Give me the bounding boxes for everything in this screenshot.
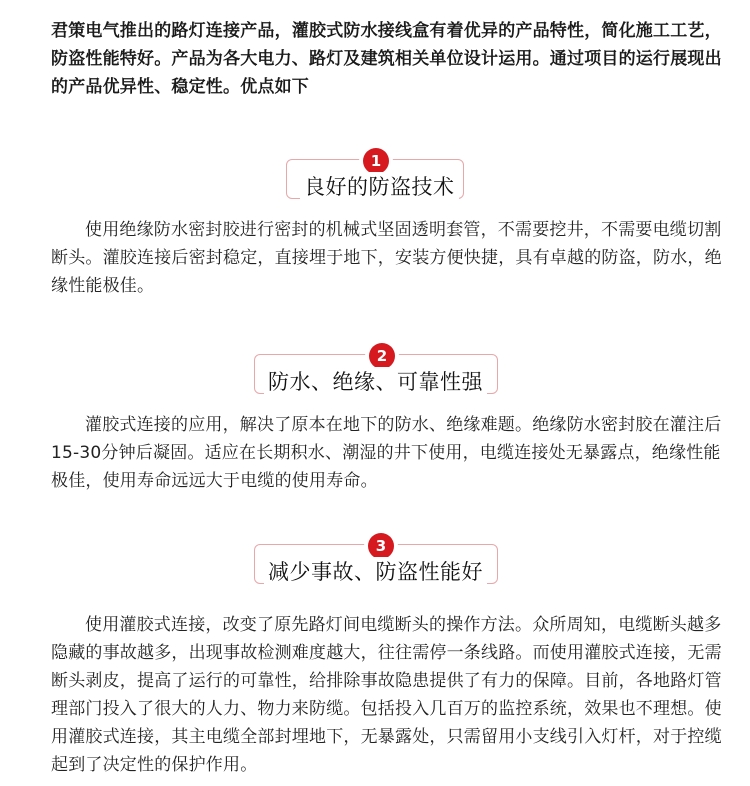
section-1-heading: [0, 148, 750, 208]
section-1-title: 良好的防盗技术: [300, 172, 459, 202]
section-2-heading: [0, 343, 750, 403]
section-3-body: 使用灌胶式连接，改变了原先路灯间电缆断头的操作方法。众所周知，电缆断头越多隐藏的事故越多，出现事故检测难度越大，往往需停一条线路。而使用灌胶式连接，无需断头剥皮，提高了运行的可靠性，给排除事故隐患提供了有力的保障。目前，各地路灯管理部门投入了很大的人力、物力来防缆。包括投入几百万的监控系统，效果也不理想。使用灌胶式连接，其主电缆全部封埋地下，无暴露处，只需留用小支线引入灯杆，对于控缆起到了决定性的保护作用。: [51, 615, 722, 775]
intro-paragraph: 君策电气推出的路灯连接产品，灌胶式防水接线盒有着优异的产品特性，简化施工工艺，防盗性能特好。产品为各大电力、路灯及建筑相关单位设计运用。通过项目的运行展现出的产品优异性、稳定性。优点如下: [51, 21, 722, 97]
section-1-number-badge: 1: [363, 148, 389, 174]
section-2-title: 防水、绝缘、可靠性强: [264, 367, 487, 397]
section-2-number-badge: 2: [369, 343, 395, 369]
section-1-body: 使用绝缘防水密封胶进行密封的机械式坚固透明套管，不需要挖井，不需要电缆切割断头。灌胶连接后密封稳定，直接埋于地下，安装方便快捷，具有卓越的防盗，防水，绝缘性能极佳。: [51, 220, 722, 296]
section-2-body: 灌胶式连接的应用，解决了原本在地下的防水、绝缘难题。绝缘防水密封胶在灌注后15-30分钟后凝固。适应在长期积水、潮湿的井下使用，电缆连接处无暴露点，绝缘性能极佳，使用寿命远远大于电缆的使用寿命。: [51, 415, 722, 491]
section-3-title: 减少事故、防盗性能好: [264, 557, 487, 587]
section-3-number-badge: 3: [368, 533, 394, 559]
section-3-heading: [0, 533, 750, 593]
